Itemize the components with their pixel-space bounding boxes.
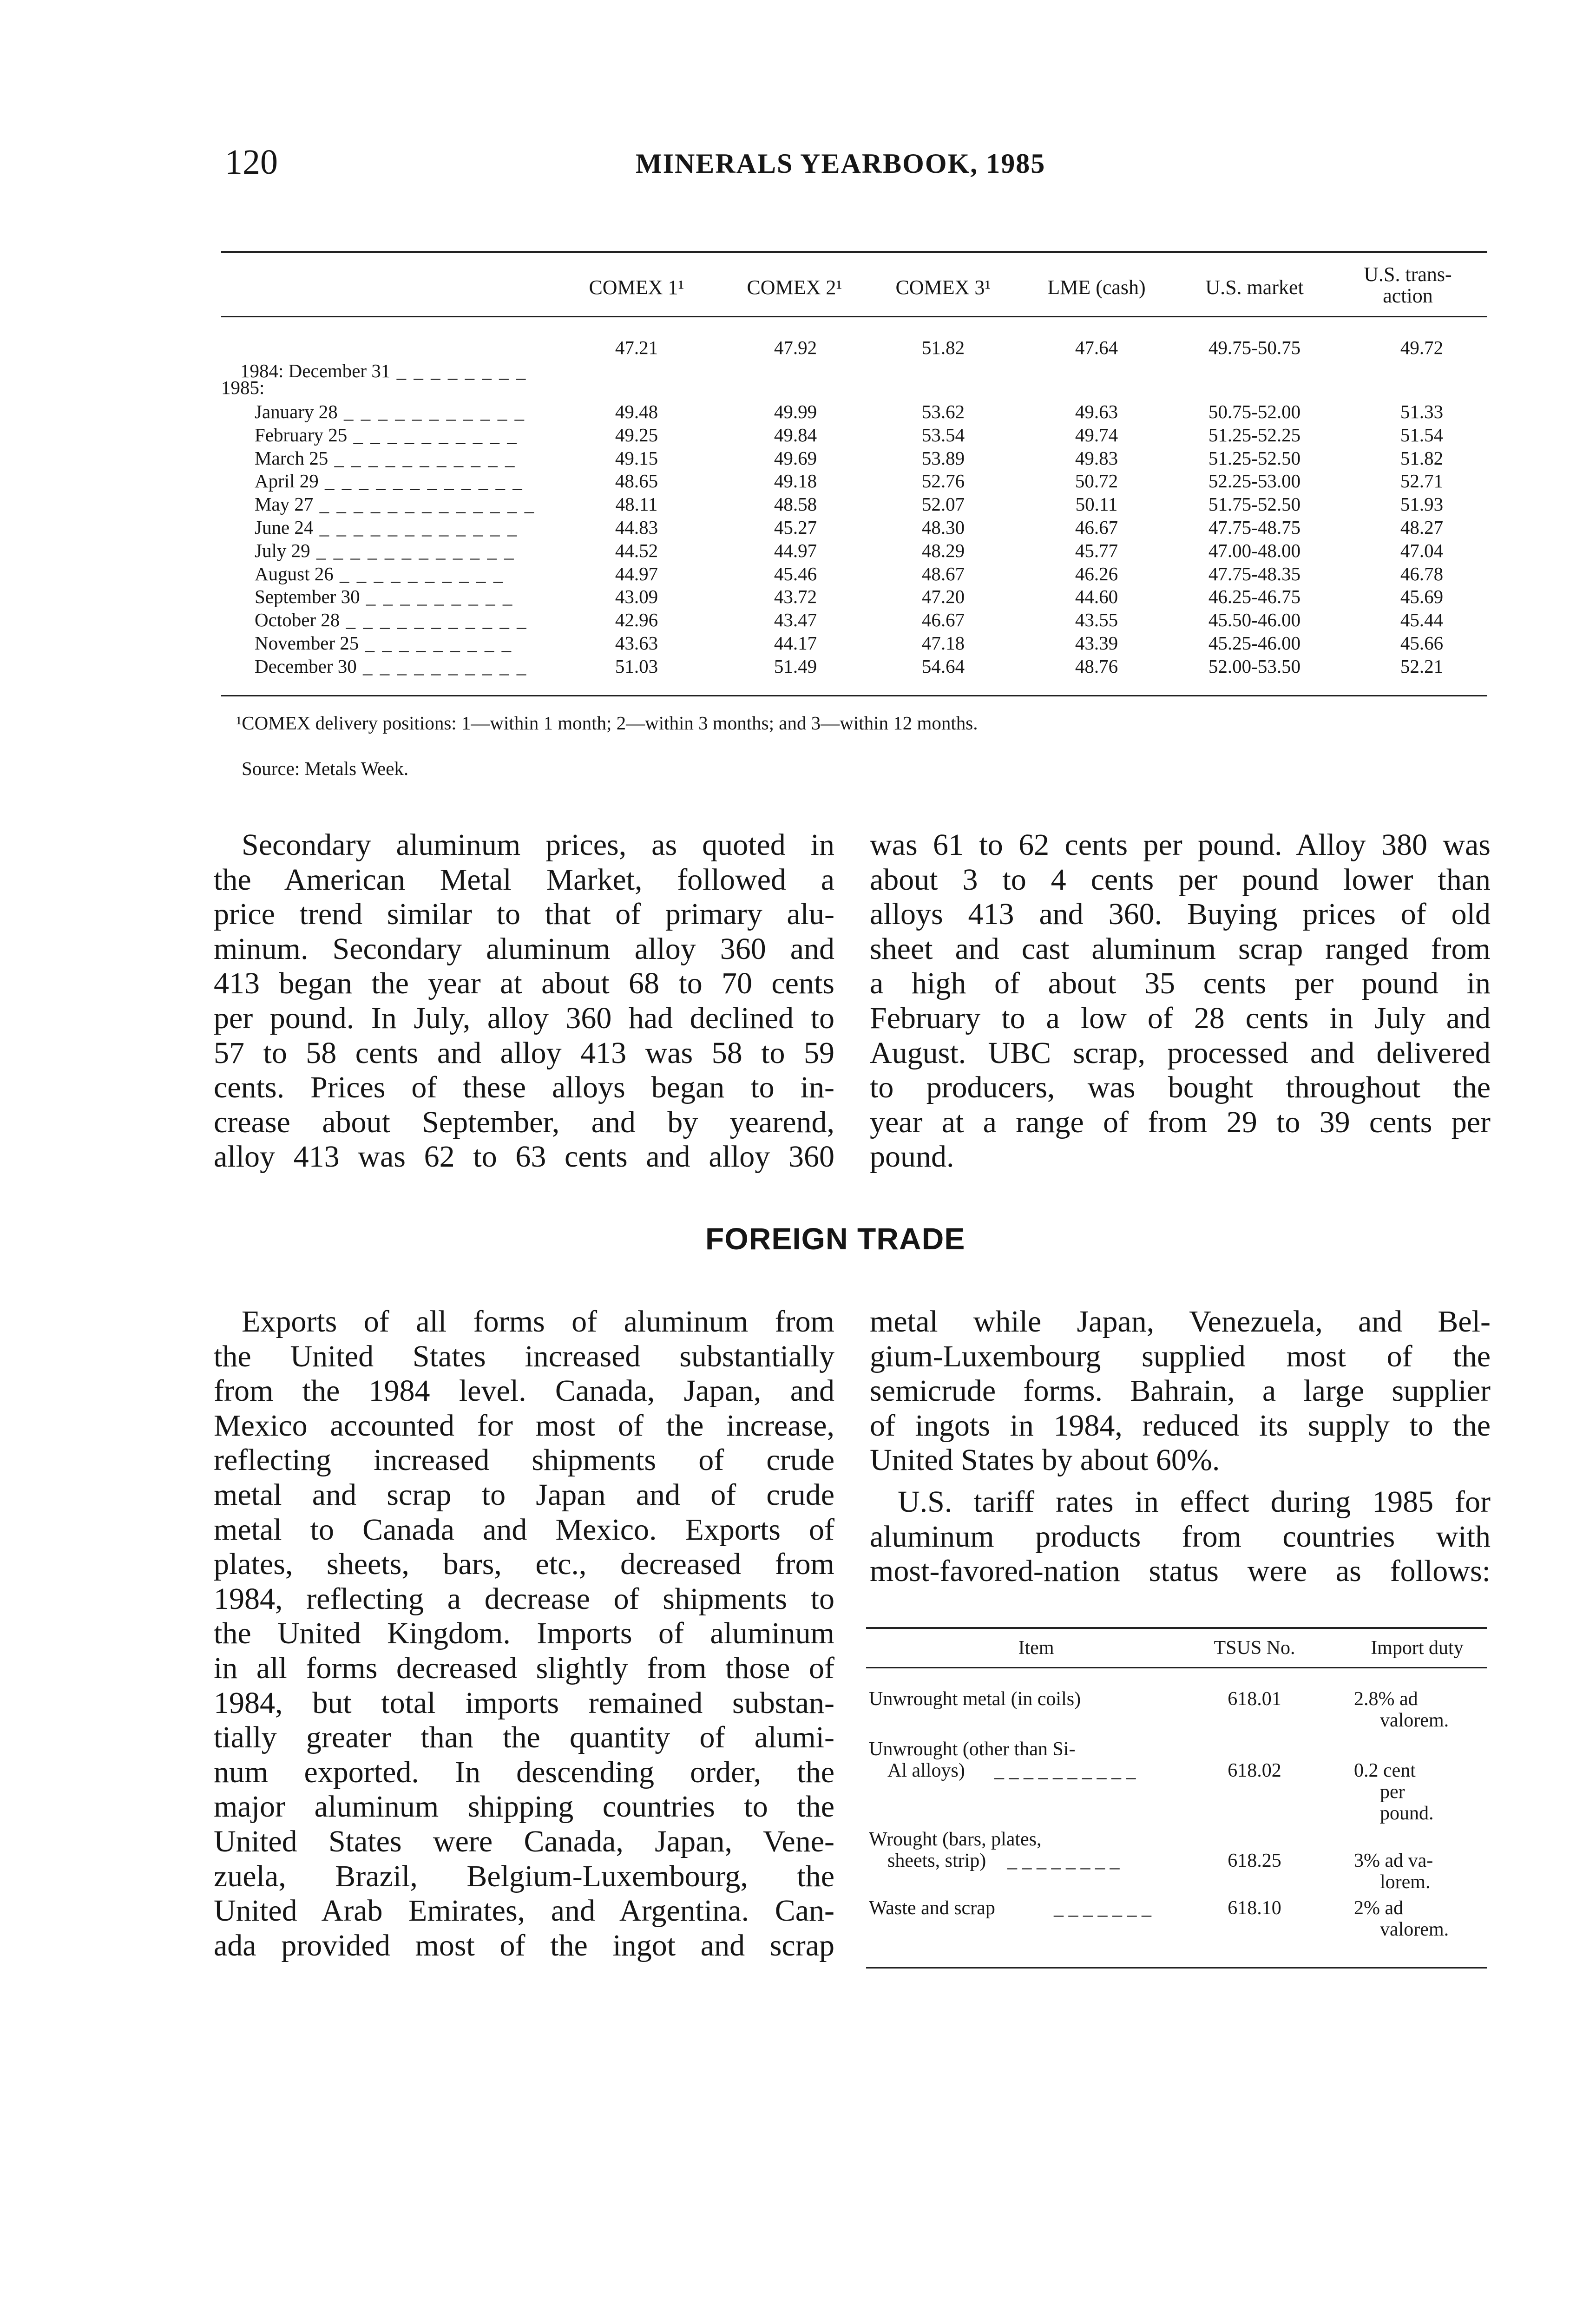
table-cell: 49.99 [774,401,817,422]
text-line: alloys 413 and 360. Buying prices of old [870,897,1491,932]
table-cell: 47.20 [921,586,965,608]
table-cell: 48.11 [615,493,658,515]
table-cell: 43.47 [774,609,817,631]
tariff-duty-line2: valorem. [1380,1919,1449,1940]
text-line: the United Kingdom. Imports of aluminum [214,1616,834,1651]
tariff-tsus: 618.25 [1228,1850,1281,1871]
table-cell: 44.97 [774,539,817,561]
table-cell: 52.25-53.00 [1208,470,1301,492]
table-cell: 44.83 [615,517,658,538]
text-line: tially greater than the quantity of alumi- [214,1720,834,1755]
tariff-bottom-rule [866,1967,1487,1969]
table-cell: 45.69 [1400,586,1444,608]
table-cell: 46.67 [921,609,965,631]
leader-dots: _ _ _ _ _ _ _ _ _ _ _ _ [313,517,519,538]
leader-dots: _ _ _ _ _ _ _ _ _ _ [333,563,505,584]
row-label-text: January 28 [255,401,338,422]
table-cell: 42.96 [615,609,658,631]
row-label-text: February 25 [255,424,348,446]
table-cell: 51.82 [921,337,965,358]
table-footnote: ¹COMEX delivery positions: 1—within 1 month; 2—within 3 months; and 3—within 12 months. [236,712,978,734]
table-cell: 43.72 [774,586,817,608]
text-line: the American Metal Market, followed a [214,862,834,897]
leader-dots: _ _ _ _ _ _ _ _ _ _ _ [340,609,528,631]
table-cell: 43.63 [615,632,658,654]
leader-dots: _ _ _ _ _ _ _ _ _ _ _ [337,401,526,422]
table-cell: 51.49 [774,655,817,677]
row-label-text: April 29 [255,470,319,492]
row-label-text: 1984: December 31 [240,360,391,381]
tariff-item-line1: Waste and scrap [869,1897,995,1919]
text-line: 413 began the year at about 68 to 70 cents [214,966,834,1001]
text-line: from the 1984 level. Canada, Japan, and [214,1374,834,1408]
row-label-text: December 30 [255,655,357,677]
table-cell: 48.58 [774,493,817,515]
leader-dots: _ _ _ _ _ _ _ _ _ _ _ [328,447,516,469]
table-cell: 44.52 [615,539,658,561]
text-line: ada provided most of the ingot and scrap [214,1928,834,1962]
table-cell: 49.75-50.75 [1208,337,1301,358]
tariff-duty-line2: per [1380,1781,1405,1803]
table-cell: 45.77 [1075,539,1118,561]
col-header-lme: LME (cash) [1047,276,1146,299]
col-header-us-transaction-line1: U.S. trans- [1364,263,1452,286]
table-cell: 49.69 [774,447,817,469]
table-cell: 45.50-46.00 [1208,609,1301,631]
leader-dots: _ _ _ _ _ _ _ _ _ [359,632,513,654]
table-cell: 48.27 [1400,517,1444,538]
text-line: year at a range of from 29 to 39 cents per [870,1105,1491,1139]
table-cell: 51.75-52.50 [1208,493,1301,515]
table-cell: 47.75-48.75 [1208,517,1301,538]
table-source: Source: Metals Week. [242,758,409,779]
text-line: August. UBC scrap, processed and delivered [870,1036,1491,1070]
leader-dots: _ _ _ _ _ _ _ _ _ _ _ _ [310,539,515,561]
row-label-text: October 28 [255,609,340,631]
table-cell: 47.04 [1400,539,1444,561]
table-cell: 44.17 [774,632,817,654]
table-cell: 45.44 [1400,609,1444,631]
table-cell: 51.25-52.50 [1208,447,1301,469]
table-cell: 44.97 [615,563,658,584]
text-line: semicrude forms. Bahrain, a large supplier [870,1374,1491,1408]
table-cell: 51.33 [1400,401,1444,422]
tariff-duty-line1: 2% ad [1354,1897,1404,1919]
tariff-header-rule [866,1667,1487,1668]
table-cell: 51.25-52.25 [1208,424,1301,446]
text-line: major aluminum shipping countries to the [214,1790,834,1824]
text-line: a high of about 35 cents per pound in [870,966,1491,1001]
table-cell: 48.65 [615,470,658,492]
row-label-text: August 26 [255,563,334,584]
tariff-duty-line2: lorem. [1380,1871,1431,1893]
tariff-header-item: Item [1018,1637,1054,1659]
table-cell: 49.48 [615,401,658,422]
page-title: MINERALS YEARBOOK, 1985 [636,148,1046,179]
table-cell: 52.07 [921,493,965,515]
text-line: 57 to 58 cents and alloy 413 was 58 to 59 [214,1036,834,1070]
table-cell: 51.03 [615,655,658,677]
row-label-text: May 27 [255,493,314,515]
table-cell: 45.27 [774,517,817,538]
col-header-comex2: COMEX 2¹ [747,276,842,299]
table-cell: 54.64 [921,655,965,677]
tariff-tsus: 618.02 [1228,1760,1281,1781]
text-line: zuela, Brazil, Belgium-Luxembourg, the [214,1859,834,1893]
table-cell: 52.00-53.50 [1208,655,1301,677]
col-header-us-market: U.S. market [1205,276,1304,299]
table-cell: 45.66 [1400,632,1444,654]
table-cell: 45.46 [774,563,817,584]
row-label-text: June 24 [255,517,314,538]
text-line: aluminum products from countries with [870,1519,1491,1554]
text-line: Exports of all forms of aluminum from [242,1305,834,1339]
table-cell: 49.83 [1075,447,1118,469]
text-line: U.S. tariff rates in effect during 1985 for [898,1485,1491,1519]
text-line: of ingots in 1984, reduced its supply to the [870,1408,1491,1443]
text-line: United States by about 60%. [870,1443,1220,1477]
table-cell: 48.30 [921,517,965,538]
text-line: about 3 to 4 cents per pound lower than [870,862,1491,897]
text-line: alloy 413 was 62 to 63 cents and alloy 360 [214,1140,834,1174]
text-line: per pound. In July, alloy 360 had declined to [214,1001,834,1035]
row-label-text: November 25 [255,632,359,654]
text-line: February to a low of 28 cents in July and [870,1001,1491,1035]
leader-dots: _ _ _ _ _ _ _ _ _ _ _ _ [318,470,524,492]
table-cell: 51.93 [1400,493,1444,515]
tariff-item-line2: Al alloys) [887,1760,965,1781]
tariff-duty-line1: 2.8% ad [1354,1688,1418,1710]
col-header-comex1: COMEX 1¹ [589,276,684,299]
tariff-header-duty: Import duty [1371,1637,1464,1659]
tariff-tsus: 618.01 [1228,1688,1281,1710]
text-line: 1984, reflecting a decrease of shipments to [214,1581,834,1616]
text-line: Secondary aluminum prices, as quoted in [242,828,834,862]
tariff-item-line1: Wrought (bars, plates, [869,1829,1042,1850]
text-line: metal while Japan, Venezuela, and Bel- [870,1305,1491,1339]
table-cell: 43.55 [1075,609,1118,631]
leader-dots: _ _ _ _ _ _ _ _ _ _ [347,424,518,446]
leader-dots: _ _ _ _ _ _ _ _ _ _ [994,1760,1136,1781]
tariff-item-line1: Unwrought (other than Si- [869,1739,1076,1760]
table-cell: 49.25 [615,424,658,446]
text-line: metal and scrap to Japan and of crude [214,1477,834,1512]
text-line: the United States increased substantially [214,1339,834,1373]
tariff-duty-line1: 3% ad va- [1354,1850,1433,1871]
text-line: num exported. In descending order, the [214,1755,834,1789]
table-cell: 49.15 [615,447,658,469]
text-line: to producers, was bought throughout the [870,1070,1491,1105]
col-header-us-transaction-line2: action [1383,284,1433,307]
table-cell: 50.72 [1075,470,1118,492]
table-cell: 47.18 [921,632,965,654]
text-line: metal to Canada and Mexico. Exports of [214,1512,834,1547]
text-line: most-favored-nation status were as follows: [870,1554,1491,1588]
table-cell: 53.54 [921,424,965,446]
leader-dots: _ _ _ _ _ _ _ [1054,1897,1151,1919]
table-cell: 46.78 [1400,563,1444,584]
table-cell: 52.76 [921,470,965,492]
table-cell: 49.74 [1075,424,1118,446]
tariff-item-line2: sheets, strip) [887,1850,986,1871]
table-cell: 48.67 [921,563,965,584]
table-cell: 51.54 [1400,424,1444,446]
leader-dots: _ _ _ _ _ _ _ _ _ _ _ _ _ [313,493,536,515]
row-label-text: March 25 [255,447,328,469]
row-label-text: July 29 [255,539,310,561]
table-cell: 47.00-48.00 [1208,539,1301,561]
table-cell: 53.62 [921,401,965,422]
leader-dots: _ _ _ _ _ _ _ _ _ [360,586,514,608]
page-number: 120 [225,143,278,182]
table-cell: 46.26 [1075,563,1118,584]
text-line: sheet and cast aluminum scrap ranged from [870,932,1491,966]
table-cell: 52.21 [1400,655,1444,677]
leader-dots: _ _ _ _ _ _ _ _ [390,360,527,381]
table-cell: 50.75-52.00 [1208,401,1301,422]
table-cell: 49.84 [774,424,817,446]
tariff-duty-line3: pound. [1380,1803,1434,1824]
table-cell: 50.11 [1075,493,1118,515]
col-header-comex3: COMEX 3¹ [895,276,991,299]
text-line: United States were Canada, Japan, Vene- [214,1824,834,1858]
table-cell: 48.29 [921,539,965,561]
text-line: crease about September, and by yearend, [214,1105,834,1139]
leader-dots: _ _ _ _ _ _ _ _ _ _ [356,655,528,677]
row-label-text: September 30 [255,586,360,608]
table-cell: 47.21 [615,337,658,358]
table-cell: 49.63 [1075,401,1118,422]
table-cell: 47.92 [774,337,817,358]
text-line: Mexico accounted for most of the increase, [214,1408,834,1443]
text-line: United Arab Emirates, and Argentina. Can- [214,1894,834,1928]
year-label-1985: 1985: [221,377,265,398]
table-cell: 43.39 [1075,632,1118,654]
text-line: cents. Prices of these alloys began to in- [214,1070,834,1105]
table-cell: 46.67 [1075,517,1118,538]
leader-dots: _ _ _ _ _ _ _ _ [1007,1850,1120,1871]
tariff-duty-line2: valorem. [1380,1710,1449,1731]
table-cell: 53.89 [921,447,965,469]
text-line: 1984, but total imports remained substan- [214,1686,834,1720]
tariff-tsus: 618.10 [1228,1897,1281,1919]
table-cell: 48.76 [1075,655,1118,677]
table-cell: 49.72 [1400,337,1444,358]
table-cell: 51.82 [1400,447,1444,469]
tariff-duty-line1: 0.2 cent [1354,1760,1416,1781]
table-cell: 44.60 [1075,586,1118,608]
text-line: minum. Secondary aluminum alloy 360 and [214,932,834,966]
table-cell: 52.71 [1400,470,1444,492]
text-line: pound. [870,1140,954,1174]
text-line: was 61 to 62 cents per pound. Alloy 380 was [870,828,1491,862]
tariff-top-rule [866,1627,1487,1629]
table-cell: 47.64 [1075,337,1118,358]
text-line: gium-Luxembourg supplied most of the [870,1339,1491,1373]
text-line: reflecting increased shipments of crude [214,1443,834,1477]
text-line: plates, sheets, bars, etc., decreased from [214,1547,834,1581]
text-line: price trend similar to that of primary alu- [214,897,834,932]
text-line: in all forms decreased slightly from those of [214,1651,834,1685]
tariff-item-line1: Unwrought metal (in coils) [869,1688,1081,1710]
table-cell: 47.75-48.35 [1208,563,1301,584]
table-cell: 43.09 [615,586,658,608]
table-cell: 45.25-46.00 [1208,632,1301,654]
tariff-header-tsus: TSUS No. [1214,1637,1295,1659]
section-title-foreign-trade: FOREIGN TRADE [705,1221,965,1256]
table-cell: 49.18 [774,470,817,492]
table-cell: 46.25-46.75 [1208,586,1301,608]
